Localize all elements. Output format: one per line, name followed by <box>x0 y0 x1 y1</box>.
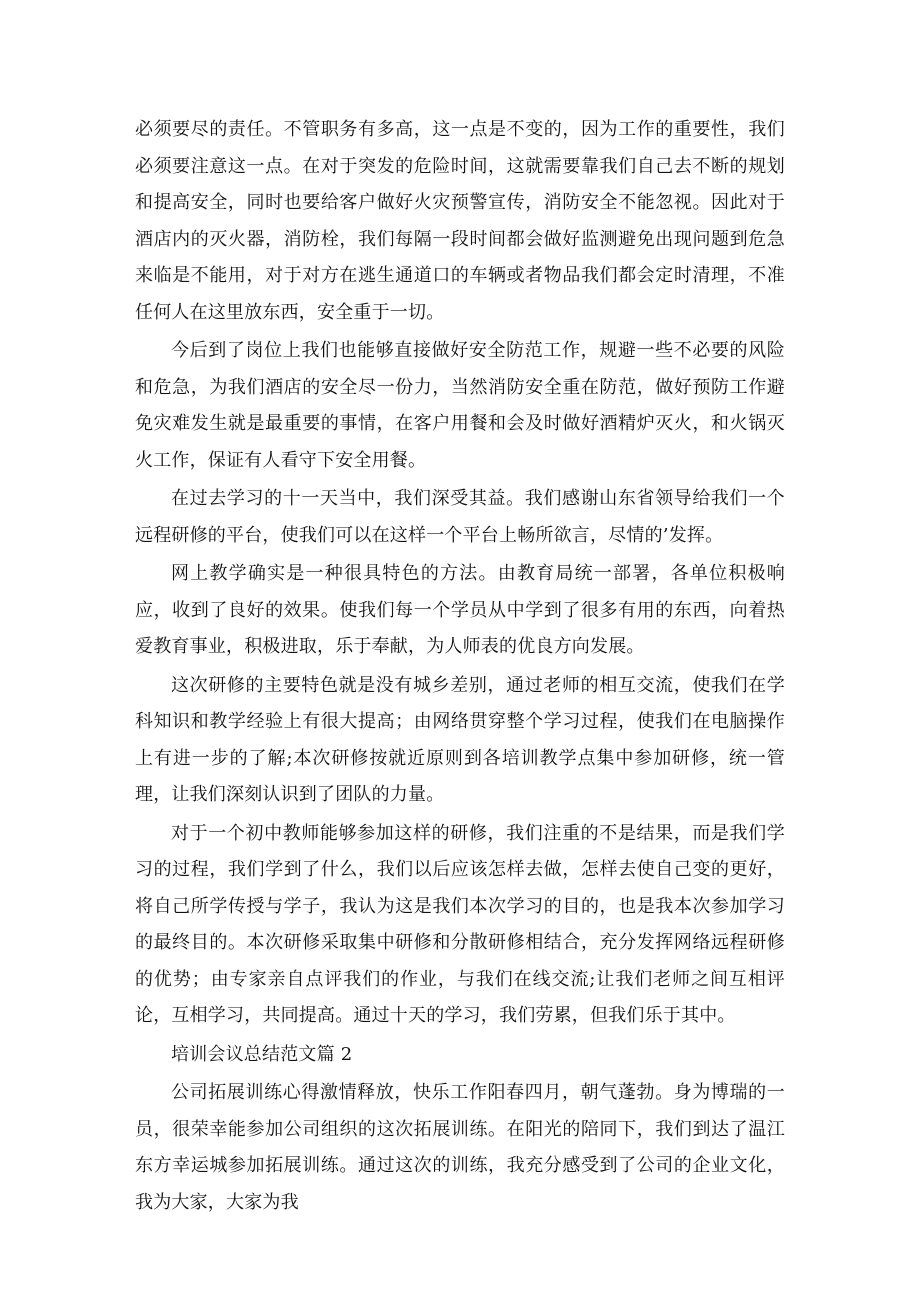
paragraph-2: 今后到了岗位上我们也能够直接做好安全防范工作，规避一些不必要的风险和危急，为我们酒店的安全尽一份力，当然消防安全重在防范，做好预防工作避免灾难发生就是最重要的事情，在客户用餐和会及时做好酒精炉灭火，和火锅灭火工作，保证有人看守下安全用餐。 <box>135 340 785 471</box>
paragraph-4: 网上教学确实是一种很具特色的方法。由教育局统一部署，各单位积极响应，收到了良好的效果。使我们每一个学员从中学到了很多有用的东西，向着热爱教育事业，积极进取，乐于奉献，为人师表的优良方向发展。 <box>135 563 785 657</box>
document-page <box>135 112 785 1221</box>
paragraph-continuation: 必须要尽的责任。不管职务有多高，这一点是不变的，因为工作的重要性，我们必须要注意这一点。在对于突发的危险时间，这就需要靠我们自己去不断的规划和提高安全，同时也要给客户做好火灾预警宣传，消防安全不能忽视。因此对于酒店内的灭火器，消防栓，我们每隔一段时间都会做好监测避免出现问题到危急来临是不能用，对于对方在逃生通道口的车辆或者物品我们都会定时清理，不准任何人在这里放东西，安全重于一切。 <box>135 119 785 323</box>
paragraph-7: 公司拓展训练心得激情释放，快乐工作阳春四月，朝气蓬勃。身为博瑞的一员，很荣幸能参加公司组织的这次拓展训练。在阳光的陪同下，我们到达了温江东方幸运城参加拓展训练。通过这次的训练，我充分感受到了公司的企业文化，我为大家，大家为我 <box>135 1082 785 1213</box>
section-heading: 培训会议总结范文篇 2 <box>171 1043 353 1065</box>
paragraph-3: 在过去学习的十一天当中，我们深受其益。我们感谢山东省领导给我们一个远程研修的平台，使我们可以在这样一个平台上畅所欲言，尽情的’发挥。 <box>135 488 785 546</box>
paragraph-6: 对于一个初中教师能够参加这样的研修，我们注重的不是结果，而是我们学习的过程，我们学到了什么，我们以后应该怎样去做，怎样去使自己变的更好，将自己所学传授与学子，我认为这是我们本次学习的目的，也是我本次参加学习的最终目的。本次研修采取集中研修和分散研修相结合，充分发挥网络远程研修的优势；由专家亲自点评我们的作业，与我们在线交流;让我们老师之间互相评论，互相学习，共同提高。通过十天的学习，我们劳累，但我们乐于其中。 <box>135 822 785 1026</box>
paragraph-5: 这次研修的主要特色就是没有城乡差别，通过老师的相互交流，使我们在学科知识和教学经验上有很大提高；由网络贯穿整个学习过程，使我们在电脑操作上有进一步的了解;本次研修按就近原则到各培训教学点集中参加研修，统一管理，让我们深刻认识到了团队的力量。 <box>135 674 785 805</box>
